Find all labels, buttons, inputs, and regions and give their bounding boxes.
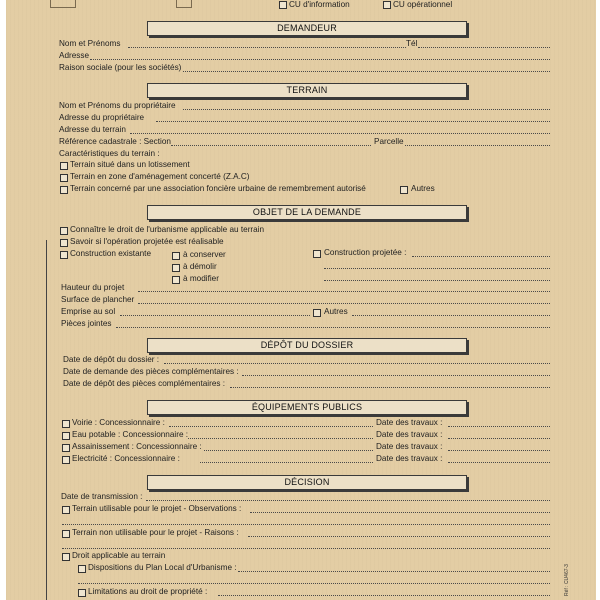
terrain-adresse-proprietaire-label: Adresse du propriétaire [59,113,145,122]
cu-operationnel-label: CU opérationnel [393,0,453,9]
decision-limitations-checkbox[interactable] [78,589,86,597]
section-decision-header: DÉCISION [147,475,467,490]
decision-utilisable-field-1[interactable] [250,512,550,513]
equip-assainissement-checkbox[interactable] [62,444,70,452]
equip-eau-checkbox[interactable] [62,432,70,440]
terrain-autres-checkbox[interactable] [400,186,408,194]
objet-connaitre-checkbox[interactable] [60,227,68,235]
demandeur-nom-field[interactable] [128,47,406,48]
objet-a-conserver-checkbox[interactable] [172,252,180,260]
objet-pieces-field[interactable] [116,327,550,328]
reference-code: Réf : CU467-3 [564,564,570,596]
objet-pieces-label: Pièces jointes [61,319,112,328]
depot-date-demande-label: Date de demande des pièces complémentaires : [63,367,239,376]
depot-date-depot-label: Date de dépôt du dossier : [63,355,160,364]
depot-date-demande-field[interactable] [242,375,550,376]
equip-assainissement-label: Assainissement : Concessionnaire : [72,442,202,451]
decision-limitations-label: Limitations au droit de propriété : [88,587,208,596]
terrain-autres-label: Autres [411,184,435,193]
objet-hauteur-field[interactable] [138,291,550,292]
equip-eau-date-label: Date des travaux : [376,430,443,439]
demandeur-nom-label: Nom et Prénoms [59,39,121,48]
decision-non-utilisable-checkbox[interactable] [62,530,70,538]
terrain-parcelle-label: Parcelle [374,137,404,146]
objet-construction-projetee-field-2[interactable] [324,268,550,269]
decision-plu-field-2[interactable] [78,583,550,584]
terrain-section-field[interactable] [171,145,371,146]
terrain-reference-label: Référence cadastrale : Section [59,137,171,146]
decision-utilisable-checkbox[interactable] [62,506,70,514]
demandeur-raison-label: Raison sociale (pour les sociétés) [59,63,182,72]
equip-eau-label: Eau potable : Concessionnaire : [72,430,189,439]
objet-autres-label: Autres [324,307,348,316]
demandeur-adresse-label: Adresse [59,51,90,60]
equip-assainissement-field[interactable] [204,450,373,451]
decision-non-utilisable-field-2[interactable] [62,548,550,549]
decision-plu-checkbox[interactable] [78,565,86,573]
decision-utilisable-field-2[interactable] [62,524,550,525]
objet-construction-projetee-field-1[interactable] [412,256,550,257]
equip-voirie-date-field[interactable] [448,426,550,427]
decision-date-transmission-field[interactable] [146,500,550,501]
objet-surface-field[interactable] [138,303,550,304]
decision-plu-field-1[interactable] [238,571,550,572]
demandeur-raison-field[interactable] [183,71,550,72]
section-equipements-header: ÉQUIPEMENTS PUBLICS [147,400,467,415]
objet-hauteur-label: Hauteur du projet [61,283,125,292]
equip-voirie-field[interactable] [169,426,373,427]
objet-autres-field[interactable] [352,315,550,316]
terrain-adresse-proprietaire-field[interactable] [156,121,550,122]
terrain-association-label: Terrain concerné par une association foncière urbaine de remembrement autorisé [70,184,366,193]
objet-a-demolir-checkbox[interactable] [172,264,180,272]
section-depot-header: DÉPÔT DU DOSSIER [147,338,467,353]
equip-assainissement-date-field[interactable] [448,450,550,451]
objet-a-modifier-checkbox[interactable] [172,276,180,284]
decision-utilisable-label: Terrain utilisable pour le projet - Observations : [72,504,242,513]
left-margin-line [46,240,47,600]
terrain-association-checkbox[interactable] [60,186,68,194]
equip-eau-field[interactable] [188,438,373,439]
cu-information-label: CU d'information [289,0,350,9]
objet-savoir-checkbox[interactable] [60,239,68,247]
terrain-lotissement-label: Terrain situé dans un lotissement [70,160,190,169]
objet-a-modifier-label: à modifier [183,274,219,283]
decision-non-utilisable-label: Terrain non utilisable pour le projet - Raisons : [72,528,239,537]
equip-voirie-date-label: Date des travaux : [376,418,443,427]
decision-date-transmission-label: Date de transmission : [61,492,143,501]
terrain-caracteristiques-label: Caractéristiques du terrain : [59,149,160,158]
decision-plu-label: Dispositions du Plan Local d'Urbanisme : [88,563,237,572]
objet-connaitre-label: Connaître le droit de l'urbanisme applicable au terrain [70,225,265,234]
terrain-zac-label: Terrain en zone d'aménagement concerté (Z.A.C) [70,172,250,181]
depot-date-depot-field[interactable] [164,363,550,364]
terrain-proprietaire-label: Nom et Prénoms du propriétaire [59,101,176,110]
form-sheet [6,0,596,600]
section-objet-header: OBJET DE LA DEMANDE [147,205,467,220]
objet-a-conserver-label: à conserver [183,250,226,259]
demandeur-tel-label: Tél [406,39,418,48]
terrain-parcelle-field[interactable] [405,145,550,146]
objet-construction-existante-label: Construction existante [70,249,152,258]
objet-emprise-field[interactable] [120,315,310,316]
objet-autres-checkbox[interactable] [313,309,321,317]
terrain-adresse-terrain-label: Adresse du terrain [59,125,126,134]
demandeur-tel-field[interactable] [418,47,550,48]
decision-droit-label: Droit applicable au terrain [72,551,166,560]
objet-savoir-label: Savoir si l'opération projetée est réalisable [70,237,224,246]
equip-electricite-date-field[interactable] [448,462,550,463]
depot-date-depot-pieces-field[interactable] [230,387,550,388]
objet-construction-projetee-checkbox[interactable] [313,250,321,258]
equip-electricite-checkbox[interactable] [62,456,70,464]
demandeur-adresse-field[interactable] [90,59,550,60]
objet-construction-existante-checkbox[interactable] [60,251,68,259]
top-box-left [50,0,76,8]
terrain-adresse-terrain-field[interactable] [130,133,550,134]
section-demandeur-header: DEMANDEUR [147,21,467,36]
objet-construction-projetee-field-3[interactable] [324,280,550,281]
equip-voirie-checkbox[interactable] [62,420,70,428]
decision-droit-checkbox[interactable] [62,553,70,561]
equip-electricite-label: Electricité : Concessionnaire : [72,454,180,463]
terrain-lotissement-checkbox[interactable] [60,162,68,170]
objet-emprise-label: Emprise au sol [61,307,116,316]
equip-electricite-date-label: Date des travaux : [376,454,443,463]
equip-assainissement-date-label: Date des travaux : [376,442,443,451]
terrain-proprietaire-field[interactable] [183,109,550,110]
section-terrain-header: TERRAIN [147,83,467,98]
cu-operationnel-checkbox[interactable] [383,1,391,9]
decision-limitations-field[interactable] [218,595,550,596]
top-box-right [176,0,192,8]
depot-date-depot-pieces-label: Date de dépôt des pièces complémentaires : [63,379,226,388]
equip-eau-date-field[interactable] [448,438,550,439]
objet-a-demolir-label: à démolir [183,262,217,271]
decision-non-utilisable-field-1[interactable] [248,536,550,537]
objet-surface-label: Surface de plancher [61,295,135,304]
terrain-zac-checkbox[interactable] [60,174,68,182]
equip-electricite-field[interactable] [200,462,373,463]
equip-voirie-label: Voirie : Concessionnaire : [72,418,165,427]
cu-information-checkbox[interactable] [279,1,287,9]
objet-construction-projetee-label: Construction projetée : [324,248,407,257]
